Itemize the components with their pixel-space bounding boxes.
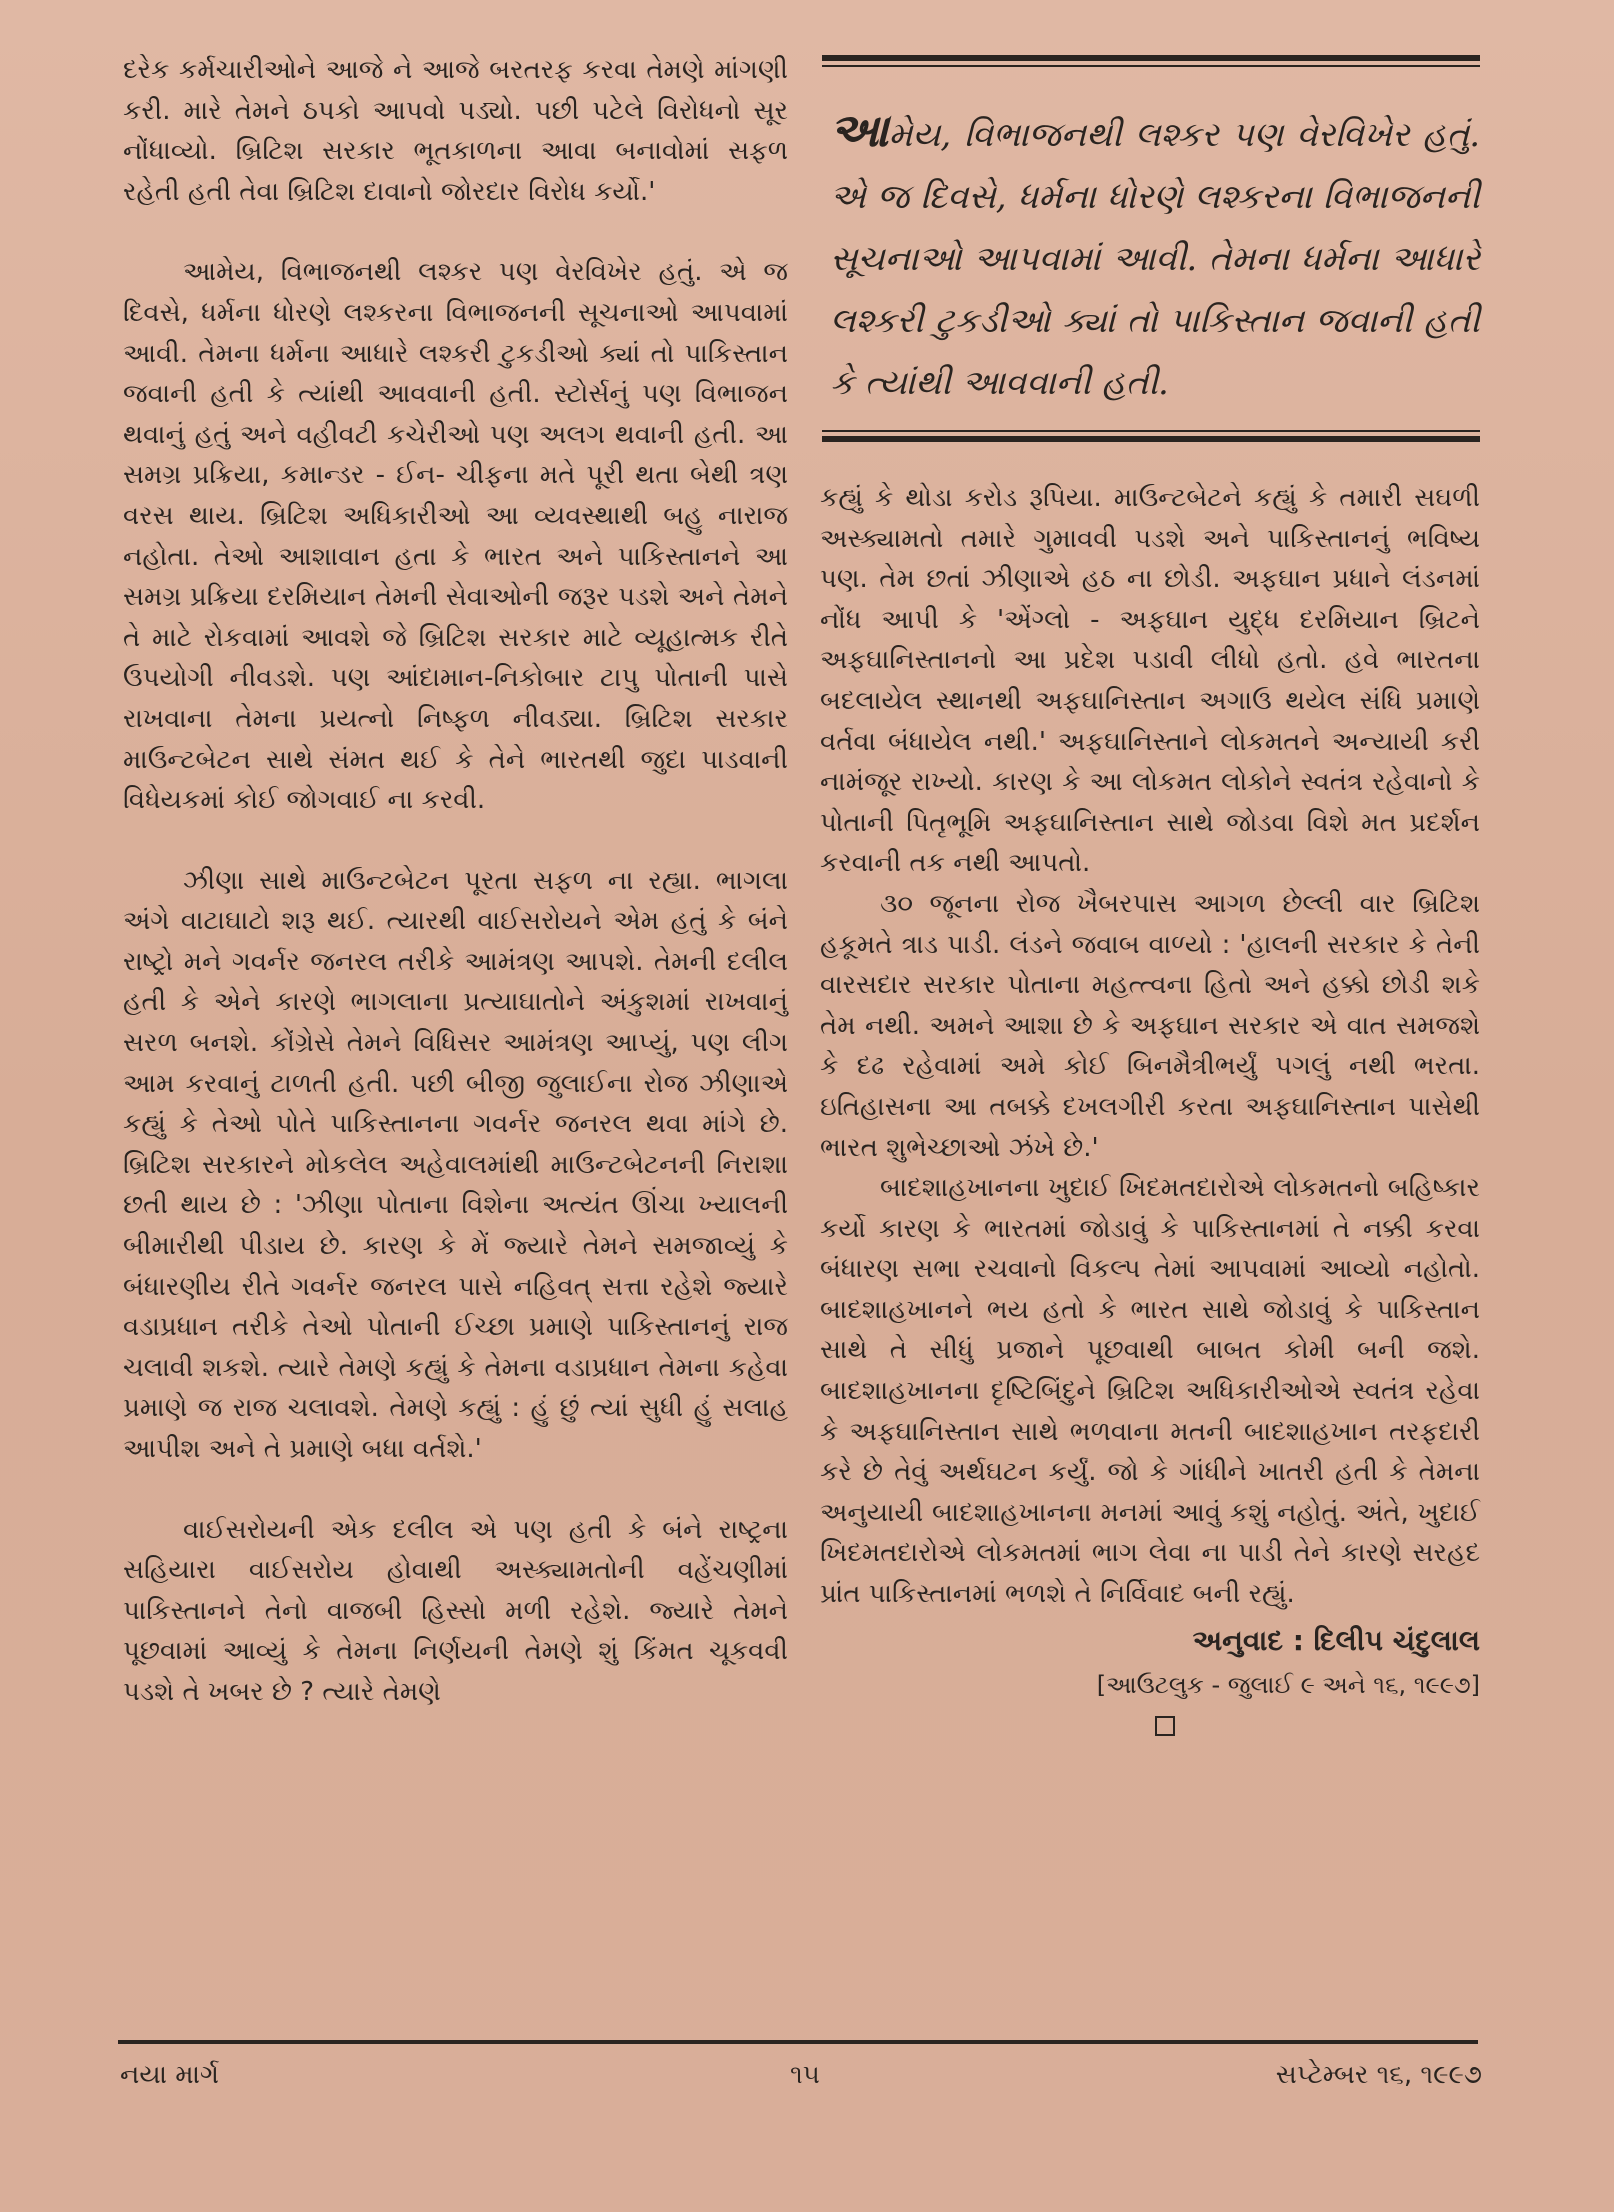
- pull-quote-bottom-thin-rule: [822, 430, 1480, 432]
- footer-date: સપ્ટેમ્બર ૧૬, ૧૯૯૭: [1275, 2060, 1482, 2090]
- right-column: [820, 478, 1480, 1736]
- source-citation: [આઉટલુક - જુલાઈ ૯ અને ૧૬, ૧૯૯૭]: [1096, 1671, 1480, 1700]
- end-square-icon: [1155, 1716, 1175, 1736]
- translator-credit: અનુવાદ : દિલીપ ચંદુલાલ: [1192, 1623, 1480, 1657]
- pull-quote-text: [822, 67, 1480, 426]
- left-column: [123, 50, 788, 1713]
- footer-page-number: ૧૫: [790, 2060, 820, 2090]
- left-paragraph-3: ઝીણા સાથે માઉન્ટબેટન પૂરતા સફળ ના રહ્યા. ભાગલા અંગે વાટાઘાટો શરૂ થઈ. ત્યારથી વાઈસરોયને એમ હતું કે બંને રાષ્ટ્રો મને ગવર્નર જનરલ તરીકે આમંત્રણ આપશે. તેમની દલીલ હતી કે એને કારણે ભાગલાના પ્રત્યાઘાતોને અંકુશમાં રાખવાનું સરળ બનશે. કોંગ્રેસે તેમને વિધિસર આમંત્રણ આપ્યું, પણ લીગ આમ કરવાનું ટાળતી હતી. પછી બીજી જુલાઈના રોજ ઝીણાએ કહ્યું કે તેઓ પોતે પાકિસ્તાનના ગવર્નર જનરલ થવા માંગે છે. બ્રિટિશ સરકારને મોકલેલ અહેવાલમાંથી માઉન્ટબેટનની નિરાશા છતી થાય છે : 'ઝીણા પોતાના વિશેના અત્યંત ઊંચા ખ્યાલની બીમારીથી પીડાય છે. કારણ કે મેં જ્યારે તેમને સમજાવ્યું કે બંધારણીય રીતે ગવર્નર જનરલ પાસે નહિવત્ સત્તા રહેશે જ્યારે વડાપ્રધાન તરીકે તેઓ પોતાની ઈચ્છા પ્રમાણે પાકિસ્તાનનું રાજ ચલાવી શકશે. ત્યારે તેમણે કહ્યું કે તેમના વડાપ્રધાન તેમના કહેવા પ્રમાણે જ રાજ ચલાવશે. તેમણે કહ્યું : હું છું ત્યાં સુધી હું સલાહ આપીશ અને તે પ્રમાણે બધા વર્તશે.': [123, 865, 788, 1464]
- right-paragraph-3: બાદશાહખાનના ખુદાઈ ખિદમતદારોએ લોકમતનો બહિષ્કાર કર્યો કારણ કે ભારતમાં જોડાવું કે પાકિસ્તાનમાં તે નક્કી કરવા બંધારણ સભા રચવાનો વિકલ્પ તેમાં આપવામાં આવ્યો નહોતો. બાદશાહખાનને ભય હતો કે ભારત સાથે જોડાવું કે પાકિસ્તાન સાથે તે સીધું પ્રજાને પૂછવાથી બાબત કોમી બની જશે. બાદશાહખાનના દૃષ્ટિબિંદુને બ્રિટિશ અધિકારીઓએ સ્વતંત્ર રહેવા કે અફઘાનિસ્તાન સાથે ભળવાના મતની બાદશાહખાન તરફદારી કરે છે તેવું અર્થઘટન કર્યું. જો કે ગાંધીને ખાતરી હતી કે તેમના અનુયાયી બાદશાહખાનના મનમાં આવું કશું નહોતું. અંતે, ખુદાઈ ખિદમતદારોએ લોકમતમાં ભાગ લેવા ના પાડી તેને કારણે સરહદ પ્રાંત પાકિસ્તાનમાં ભળશે તે નિર્વિવાદ બની રહ્યું.: [820, 1173, 1480, 1610]
- pull-quote-top-rule: [822, 55, 1480, 61]
- right-paragraph-2: ૩૦ જૂનના રોજ ખૈબરપાસ આગળ છેલ્લી વાર બ્રિટિશ હકૂમતે ત્રાડ પાડી. લંડને જવાબ વાળ્યો : 'હાલની સરકાર કે તેની વારસદાર સરકાર પોતાના મહત્ત્વના હિતો અને હક્કો છોડી શકે તેમ નથી. અમને આશા છે કે અફઘાન સરકાર એ વાત સમજશે કે દઢ રહેવામાં અમે કોઈ બિનમૈત્રીભર્યું પગલું નથી ભરતા. ઇતિહાસના આ તબક્કે દખલગીરી કરતા અફઘાનિસ્તાન પાસેથી ભારત શુભેચ્છાઓ ઝંખે છે.': [820, 888, 1480, 1163]
- left-paragraph-1: દરેક કર્મચારીઓને આજે ને આજે બરતરફ કરવા તેમણે માંગણી કરી. મારે તેમને ઠપકો આપવો પડ્યો. પછી પટેલે વિરોધનો સૂર નોંધાવ્યો. બ્રિટિશ સરકાર ભૂતકાળના આવા બનાવોમાં સફળ રહેતી હતી તેવા બ્રિટિશ દાવાનો જોરદાર વિરોધ કર્યો.': [123, 55, 788, 207]
- pull-quote: [822, 55, 1480, 442]
- footer-magazine-name: નયા માર્ગ: [120, 2060, 220, 2090]
- right-paragraph-1: કહ્યું કે થોડા કરોડ રૂપિયા. માઉન્ટબેટને કહ્યું કે તમારી સઘળી અસ્ક્યામતો તમારે ગુમાવવી પડશે અને પાકિસ્તાનનું ભવિષ્ય પણ. તેમ છતાં ઝીણાએ હઠ ના છોડી. અફઘાન પ્રધાને લંડનમાં નોંધ આપી કે 'એંગ્લો - અફઘાન યુદ્ધ દરમિયાન બ્રિટને અફઘાનિસ્તાનનો આ પ્રદેશ પડાવી લીધો હતો. હવે ભારતના બદલાયેલ સ્થાનથી અફઘાનિસ્તાન અગાઉ થયેલ સંધિ પ્રમાણે વર્તવા બંધાયેલ નથી.' અફઘાનિસ્તાને લોકમતને અન્યાયી કરી નામંજૂર રાખ્યો. કારણ કે આ લોકમત લોકોને સ્વતંત્ર રહેવાનો કે પોતાની પિતૃભૂમિ અફઘાનિસ્તાન સાથે જોડવા વિશે મત પ્રદર્શન કરવાની તક નથી આપતો.: [820, 483, 1480, 879]
- footer-rule: [118, 2040, 1478, 2044]
- pull-quote-body: મેય, વિભાજનથી લશ્કર પણ વેરવિખેર હતું. એ જ દિવસે, ધર્મના ધોરણે લશ્કરના વિભાજનની સૂચનાઓ આપવામાં આવી. તેમના ધર્મના આધારે લશ્કરી ટુકડીઓ ક્યાં તો પાકિસ્તાન જવાની હતી કે ત્યાંથી આવવાની હતી.: [830, 115, 1480, 403]
- left-paragraph-4: વાઈસરોયની એક દલીલ એ પણ હતી કે બંને રાષ્ટ્રના સહિયારા વાઈસરોય હોવાથી અસ્ક્યામતોની વહેંચણીમાં પાકિસ્તાનને તેનો વાજબી હિસ્સો મળી રહેશે. જ્યારે તેમને પૂછવામાં આવ્યું કે તેમના નિર્ણયની તેમણે શું કિંમત ચૂકવવી પડશે તે ખબર છે ? ત્યારે તેમણે: [123, 1514, 788, 1707]
- left-paragraph-2: આમેય, વિભાજનથી લશ્કર પણ વેરવિખેર હતું. એ જ દિવસે, ધર્મના ધોરણે લશ્કરના વિભાજનની સૂચનાઓ આપવામાં આવી. તેમના ધર્મના આધારે લશ્કરી ટુકડીઓ ક્યાં તો પાકિસ્તાન જવાની હતી કે ત્યાંથી આવવાની હતી. સ્ટોર્સનું પણ વિભાજન થવાનું હતું અને વહીવટી કચેરીઓ પણ અલગ થવાની હતી. આ સમગ્ર પ્રક્રિયા, કમાન્ડર - ઈન- ચીફના મતે પૂરી થતા બેથી ત્રણ વરસ થાય. બ્રિટિશ અધિકારીઓ આ વ્યવસ્થાથી બહુ નારાજ નહોતા. તેઓ આશાવાન હતા કે ભારત અને પાકિસ્તાનને આ સમગ્ર પ્રક્રિયા દરમિયાન તેમની સેવાઓની જરૂર પડશે અને તેમને તે માટે રોકવામાં આવશે જે બ્રિટિશ સરકાર માટે વ્યૂહાત્મક રીતે ઉપયોગી નીવડશે. પણ આંદામાન-નિકોબાર ટાપુ પોતાની પાસે રાખવાના તેમના પ્રયત્નો નિષ્ફળ નીવડ્યા. બ્રિટિશ સરકાર માઉન્ટબેટન સાથે સંમત થઈ કે તેને ભારતથી જુદા પાડવાની વિધેયકમાં કોઈ જોગવાઈ ના કરવી.: [123, 257, 788, 816]
- pull-quote-bottom-rule: [822, 436, 1480, 442]
- pull-quote-drop: આ: [830, 103, 889, 157]
